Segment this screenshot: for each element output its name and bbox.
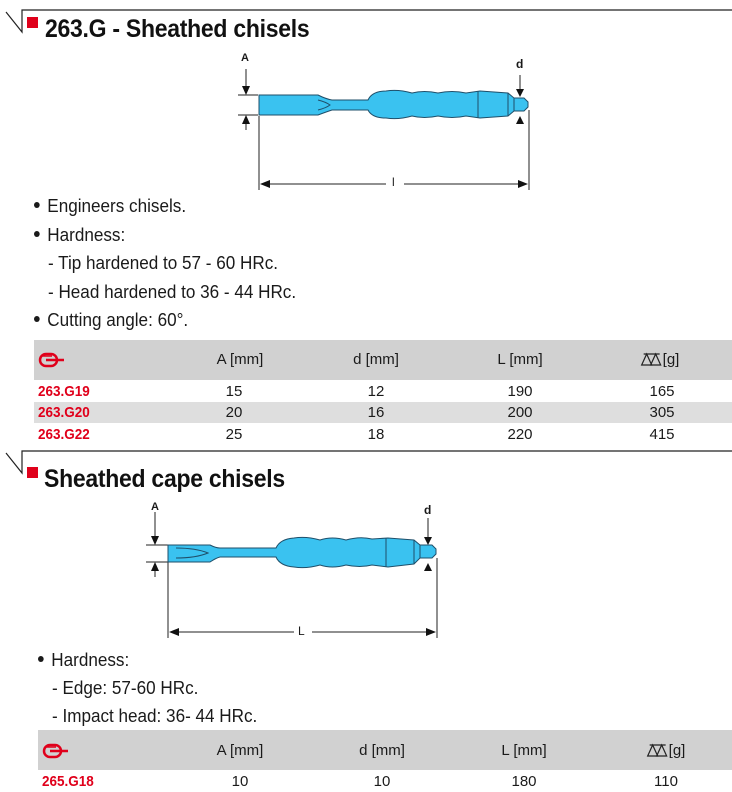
section-title: Sheathed cape chisels (44, 465, 285, 493)
bullet-text: Hardness: (47, 225, 126, 245)
cell-a: 25 (225, 426, 243, 443)
weight-unit: [g] (662, 351, 680, 368)
reference-icon (40, 353, 66, 367)
sub-bullet-item: - Tip hardened to 57 - 60 HRc. (48, 253, 279, 273)
cell-d: 10 (373, 773, 391, 790)
ref-code: 263.G22 (38, 426, 90, 443)
cell-weight: 165 (649, 383, 675, 400)
cell-a: 15 (225, 383, 243, 400)
chisel-drawing (0, 0, 732, 200)
bullet-text: Hardness: (51, 650, 130, 670)
bullet-text: Engineers chisels. (47, 196, 187, 216)
weight-unit: [g] (668, 742, 686, 759)
cell-l: 190 (507, 383, 533, 400)
dim-d-label: d (424, 503, 432, 517)
dim-l-label: l (392, 175, 395, 189)
table-row (38, 771, 732, 792)
cell-d: 12 (367, 383, 385, 400)
weight-icon (641, 352, 663, 366)
cell-d: 18 (367, 426, 385, 443)
ref-code: 265.G18 (42, 773, 94, 790)
table-header (38, 730, 732, 770)
weight-icon (647, 743, 669, 757)
section-title: 263.G - Sheathed chisels (45, 15, 310, 43)
sub-bullet-item: - Edge: 57-60 HRc. (52, 678, 199, 698)
table-row (34, 381, 732, 402)
cell-l: 180 (511, 773, 537, 790)
bullet-text: Cutting angle: 60°. (47, 310, 189, 330)
column-header: d [mm] (359, 742, 405, 759)
column-header: A [mm] (216, 742, 264, 759)
cell-a: 20 (225, 404, 243, 421)
bullet-item (38, 650, 129, 671)
dim-a-label: A (151, 501, 159, 513)
cell-weight: 305 (649, 404, 675, 421)
table-row (34, 402, 732, 423)
sub-bullet-item: - Head hardened to 36 - 44 HRc. (48, 282, 297, 302)
column-header: d [mm] (353, 351, 399, 368)
sub-bullet-item: - Impact head: 36- 44 HRc. (52, 706, 258, 726)
dim-l-label: L (298, 624, 305, 638)
cell-a: 10 (231, 773, 249, 790)
table-header (34, 340, 732, 380)
dim-d-label: d (516, 57, 524, 71)
dim-a-label: A (241, 52, 249, 64)
column-header: A [mm] (216, 351, 264, 368)
weight-header (641, 351, 680, 368)
bullet-item (34, 310, 188, 331)
column-header: L [mm] (497, 351, 543, 368)
weight-header (647, 742, 686, 759)
ref-code: 263.G19 (38, 383, 90, 400)
ref-code: 263.G20 (38, 404, 90, 421)
table-row (34, 424, 732, 445)
cell-l: 220 (507, 426, 533, 443)
column-header: L [mm] (501, 742, 547, 759)
reference-icon (44, 744, 70, 758)
title-marker (27, 467, 38, 478)
cell-weight: 110 (654, 773, 678, 790)
bullet-item (34, 225, 125, 246)
cell-l: 200 (507, 404, 533, 421)
cell-d: 16 (367, 404, 385, 421)
cell-weight: 415 (649, 426, 675, 443)
bullet-item (34, 196, 186, 217)
